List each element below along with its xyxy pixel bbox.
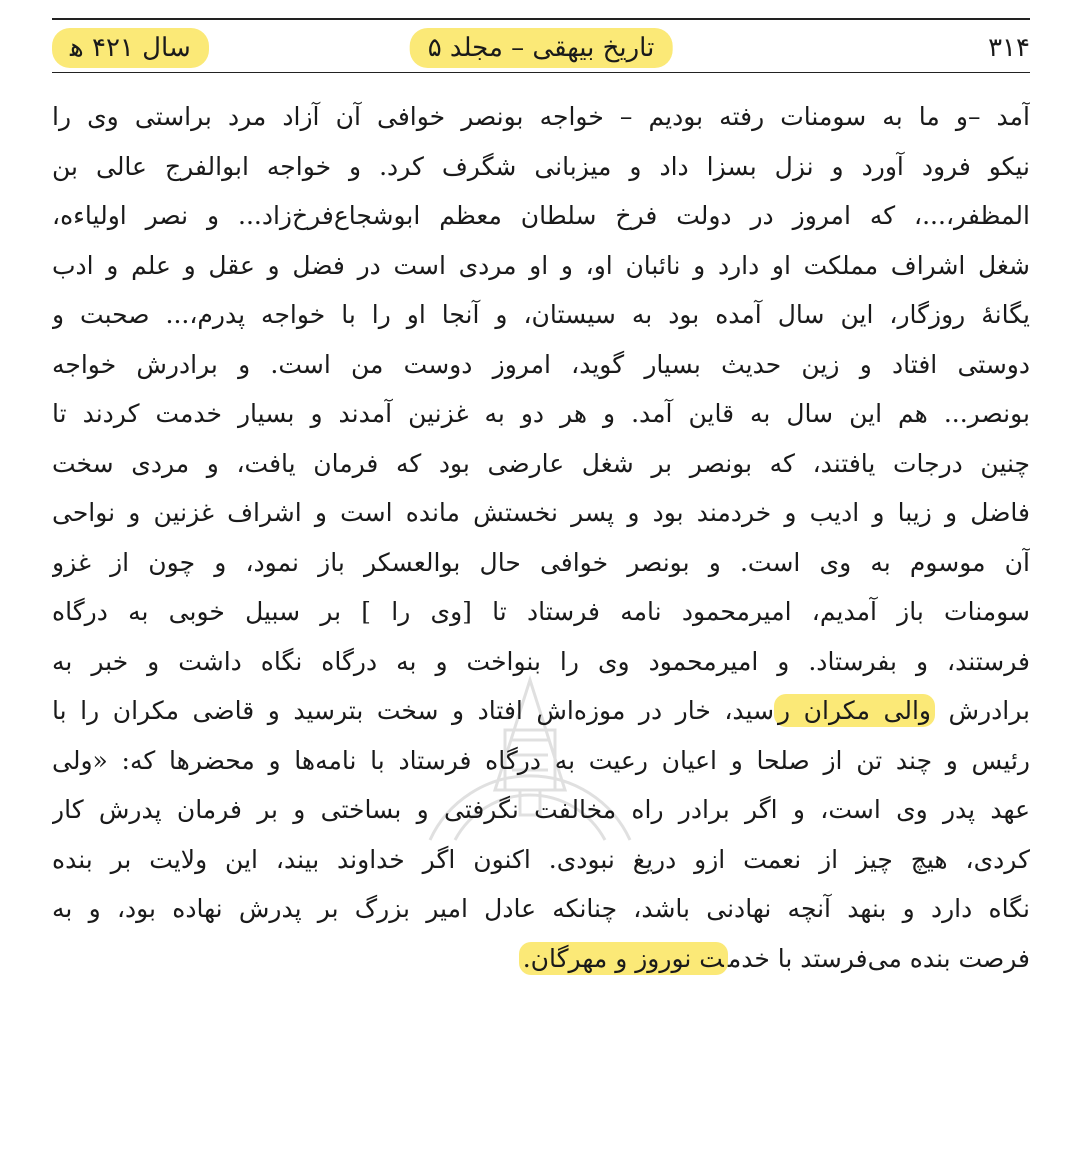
text-line-6: دوستی افتاد و زین حدیث بسیار گوید، امروز دوست من است. و برادرش خواجه [52,349,1030,379]
text-line-15: عهد پدر وی است، و اگر برادر راه مخالفت نگرفتی و بساختی و بر فرمان پدرش کار [52,795,1030,824]
text-line-10: آن موسوم به وی است. و بونصر خوافی حال بوالعسکر باز نمود، و چون از غزو [52,547,1030,577]
text-line-13 [52,686,1030,736]
text-line-16: کردی، هیچ چیز از نعمت ازو دریغ نبودی. اکنون اگر خداوند بیند، این ولایت بر بنده [52,844,1030,874]
text-line-11: سومنات باز آمدیم، امیرمحمود نامه فرستاد تا [وی را ] بر سبیل خوبی به درگاه [52,597,1030,626]
text-line-1: آمد –و ما به سومنات رفته بودیم – خواجه بونصر خوافی آن آزاد مرد براستی وی را [52,102,1030,131]
text-line-5: یگانهٔ روزگار، این سال آمده بود به سیستان، و آنجا او را با خواجه پدرم،... صحبت و [52,300,1030,329]
header-bottom-rule [52,72,1030,73]
text-line-4: شغل اشراف مملکت او دارد و نائبان او، و او مردی است در فضل و عقل و علم و ادب [52,250,1030,280]
line-13-start: برادرش [935,696,1030,725]
page-header [52,14,1030,70]
line-13-end: سید، خار در موزه‌اش افتاد و سخت بترسید و قاضی مکران را با [52,696,775,725]
text-line-2: نیکو فرود آورد و نزل بسزا داد و میزبانی شگرف کرد. و خواجه ابوالفرج عالی بن [52,151,1030,181]
body-text [52,92,1030,983]
text-line-18 [52,934,1030,984]
line-18-start: فرصت بنده می‌فرستد با خدم [727,943,1030,973]
page-number: ۳۱۴ [988,33,1030,63]
highlight-vali-mokran: والی مکران ر [774,694,935,727]
header-top-rule [52,18,1030,20]
text-line-12: فرستند، و بفرستاد. و امیرمحمود وی را بنواخت و به درگاه نگاه داشت و خبر به [52,646,1030,676]
text-line-17: نگاه دارد و بنهد آنچه نهادنی باشد، چنانکه عادل امیر بزرگ بر پدرش نهاده بود، و به [52,894,1030,923]
highlight-nowruz-mehregan: ت نوروز و مهرگان. [519,942,728,975]
text-line-7: بونصر... هم این سال به قاین آمد. و هر دو به غزنین آمدند و بسیار خدمت کردند تا [52,399,1030,428]
text-line-8: چنین درجات یافتند، که بونصر بر شغل عارضی بود که فرمان یافت، و مردی سخت [52,448,1030,478]
text-line-14: رئیس و چند تن از صلحا و اعیان رعیت به درگاه فرستاد با نامه‌ها و محضرها که: «ولی [52,745,1030,775]
text-line-3: المظفر،...، که امروز در دولت فرخ سلطان معظم ابوشجاع‌فرخ‌زاد... و نصر اولیاء‌ه، [52,201,1030,230]
year-label: سال ۴۲۱ ﻫ [52,28,209,68]
text-line-9: فاضل و زیبا و ادیب و خردمند بود و پسر نخستش مانده است و اشراف غزنین و نواحی [52,498,1030,527]
book-title: تاریخ بیهقی – مجلد ۵ [410,28,673,68]
